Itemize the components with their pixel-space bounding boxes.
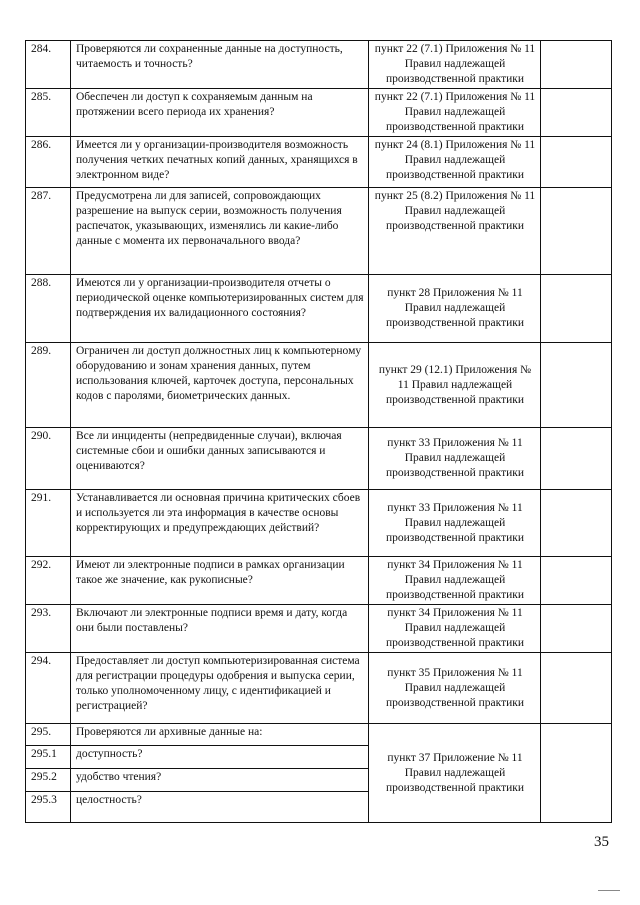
row-number: 294. (26, 653, 71, 724)
row-answer-cell (541, 653, 612, 724)
row-question: Ограничен ли доступ должностных лиц к компьютерному оборудованию и зонам хранения данных, путем использования ключей, карточек доступа, персональных кодов с паролями, биометрических данных. (71, 343, 369, 428)
row-answer-cell (541, 343, 612, 428)
table-row (26, 275, 612, 343)
row-question: Предусмотрена ли для записей, сопровождающих разрешение на выпуск серии, возможность получения распечаток, указывающих, изменялись ли какие-либо данные с момента их первоначального ввода? (71, 188, 369, 275)
row-reference: пункт 29 (12.1) Приложения № 11 Правил надлежащей производственной практики (369, 343, 541, 428)
row-number: 287. (26, 188, 71, 275)
row-reference: пункт 34 Приложения № 11 Правил надлежащей производственной практики (369, 557, 541, 605)
table-row (26, 41, 612, 89)
table-row (26, 557, 612, 605)
row-answer-cell (541, 605, 612, 653)
row-number: 290. (26, 428, 71, 490)
row-reference: пункт 33 Приложения № 11 Правил надлежащей производственной практики (369, 490, 541, 557)
row-number: 289. (26, 343, 71, 428)
row-question: удобство чтения? (71, 769, 369, 792)
row-answer-cell (541, 428, 612, 490)
row-question: Включают ли электронные подписи время и дату, когда они были поставлены? (71, 605, 369, 653)
table-row (26, 605, 612, 653)
footer-mark (598, 890, 620, 891)
row-number: 285. (26, 89, 71, 137)
table-row (26, 724, 612, 746)
row-answer-cell (541, 188, 612, 275)
row-question: целостность? (71, 792, 369, 823)
table-row (26, 343, 612, 428)
row-reference: пункт 28 Приложения № 11 Правил надлежащей производственной практики (369, 275, 541, 343)
row-number: 293. (26, 605, 71, 653)
row-number: 286. (26, 137, 71, 188)
row-number: 295. (26, 724, 71, 746)
row-answer-cell (541, 557, 612, 605)
checklist-table (25, 40, 612, 823)
row-number: 284. (26, 41, 71, 89)
row-answer-cell (541, 275, 612, 343)
row-number: 288. (26, 275, 71, 343)
row-answer-cell (541, 137, 612, 188)
row-question: Имеют ли электронные подписи в рамках организации такое же значение, как рукописные? (71, 557, 369, 605)
row-reference: пункт 35 Приложения № 11 Правил надлежащей производственной практики (369, 653, 541, 724)
row-number: 295.2 (26, 769, 71, 792)
row-reference: пункт 33 Приложения № 11 Правил надлежащей производственной практики (369, 428, 541, 490)
row-answer-cell (541, 89, 612, 137)
row-answer-cell (541, 724, 612, 823)
table-row (26, 137, 612, 188)
table-row (26, 428, 612, 490)
table-row (26, 490, 612, 557)
row-question: Проверяются ли архивные данные на: (71, 724, 369, 746)
table-row (26, 89, 612, 137)
row-question: Имеется ли у организации-производителя возможность получения четких печатных копий данных, хранящихся в электронном виде? (71, 137, 369, 188)
table-row (26, 188, 612, 275)
row-reference: пункт 34 Приложения № 11 Правил надлежащей производственной практики (369, 605, 541, 653)
page-number: 35 (594, 834, 609, 850)
row-reference: пункт 25 (8.2) Приложения № 11 Правил надлежащей производственной практики (369, 188, 541, 275)
row-reference: пункт 22 (7.1) Приложения № 11 Правил надлежащей производственной практики (369, 89, 541, 137)
row-number: 292. (26, 557, 71, 605)
row-question: Предоставляет ли доступ компьютеризированная система для регистрации процедуры одобрения и выпуска серии, только уполномоченному лицу, с идентификацией и регистрацией? (71, 653, 369, 724)
row-question: доступность? (71, 746, 369, 769)
row-number: 291. (26, 490, 71, 557)
row-number: 295.3 (26, 792, 71, 823)
row-number: 295.1 (26, 746, 71, 769)
row-question: Обеспечен ли доступ к сохраняемым данным на протяжении всего периода их хранения? (71, 89, 369, 137)
row-question: Проверяются ли сохраненные данные на доступность, читаемость и точность? (71, 41, 369, 89)
row-answer-cell (541, 490, 612, 557)
table-row (26, 653, 612, 724)
row-reference: пункт 37 Приложение № 11 Правил надлежащей производственной практики (369, 724, 541, 823)
row-reference: пункт 22 (7.1) Приложения № 11 Правил надлежащей производственной практики (369, 41, 541, 89)
row-answer-cell (541, 41, 612, 89)
row-question: Устанавливается ли основная причина критических сбоев и используется ли эта информация в качестве основы корректирующих и предупреждающих действий? (71, 490, 369, 557)
row-reference: пункт 24 (8.1) Приложения № 11 Правил надлежащей производственной практики (369, 137, 541, 188)
row-question: Имеются ли у организации-производителя отчеты о периодической оценке компьютеризированных систем для подтверждения их валидационного состояния? (71, 275, 369, 343)
row-question: Все ли инциденты (непредвиденные случаи), включая системные сбои и ошибки данных записываются и оцениваются? (71, 428, 369, 490)
